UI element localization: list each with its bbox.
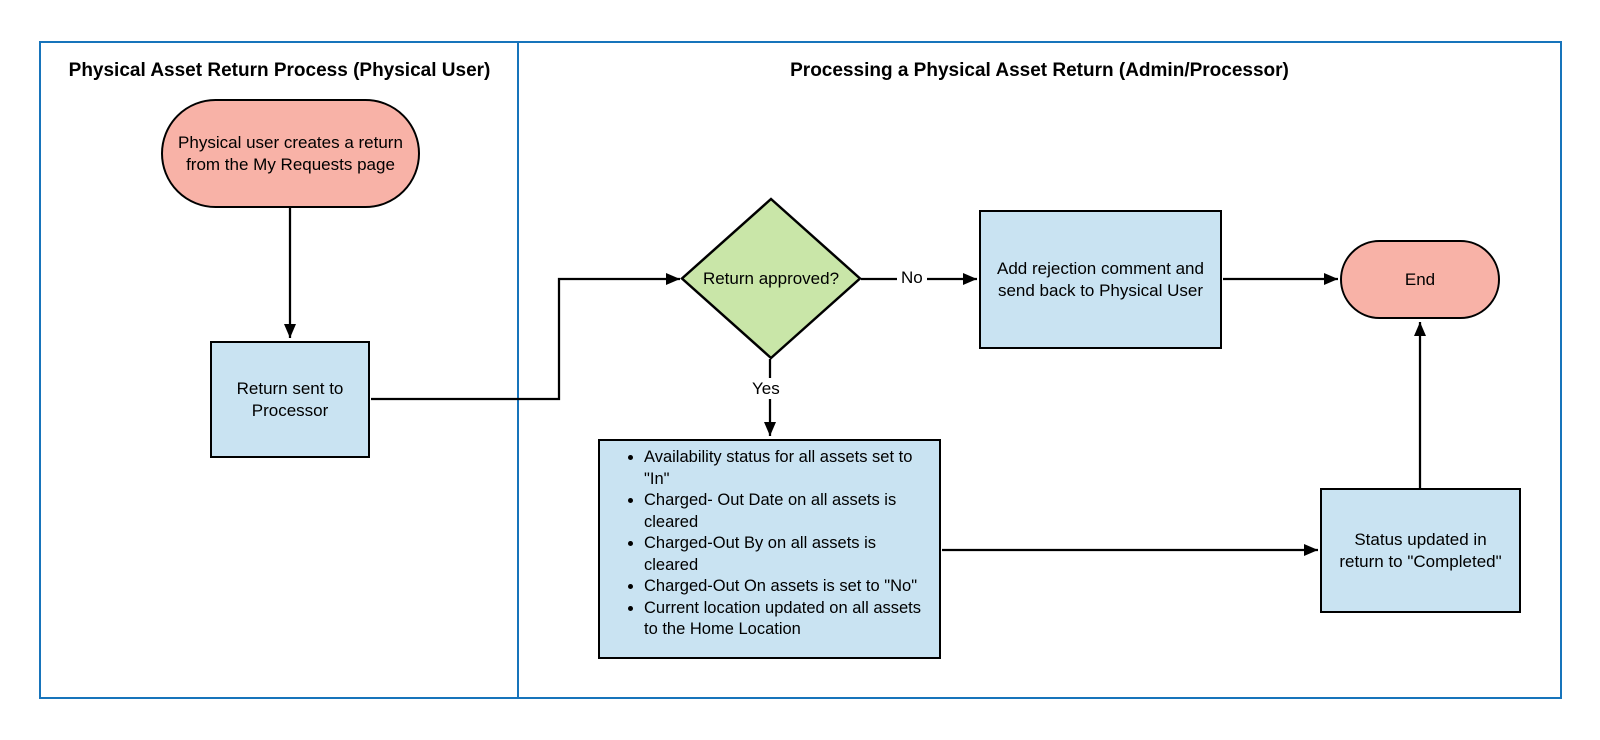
start-node-label: Physical user creates a return from the My Requests page (178, 132, 403, 174)
list-item: • Charged- Out Date on all assets is cleared (644, 490, 925, 533)
decision-node-label: Return approved? (702, 269, 840, 288)
rejection-node-label: Add rejection comment and send back to Physical User (997, 258, 1204, 300)
status-updated-process-node (1320, 488, 1521, 613)
approved-actions-list (600, 447, 939, 641)
edge-return-sent-to-decision (371, 279, 680, 399)
approved-actions-process-node (598, 439, 941, 659)
start-terminator-node (161, 99, 420, 208)
list-item: • Charged-Out On assets is set to "No" (644, 576, 925, 598)
list-item: • Current location updated on all assets to the Home Location (644, 598, 925, 641)
return-sent-node-label: Return sent to Processor (236, 378, 344, 420)
edge-label-yes: Yes (748, 378, 784, 399)
edge-label-no: No (897, 267, 927, 288)
end-terminator-node (1340, 240, 1500, 319)
status-node-label: Status updated in return to "Completed" (1339, 529, 1502, 571)
end-node-label: End (1404, 269, 1436, 289)
lane-title-physical-user: Physical Asset Return Process (Physical User) (68, 60, 491, 81)
lane-title-admin-processor: Processing a Physical Asset Return (Admin/Processor) (790, 60, 1289, 81)
return-sent-process-node (210, 341, 370, 458)
rejection-process-node (979, 210, 1222, 349)
list-item: • Charged-Out By on all assets is cleared (644, 533, 925, 576)
list-item: • Availability status for all assets set to "In" (644, 447, 925, 490)
